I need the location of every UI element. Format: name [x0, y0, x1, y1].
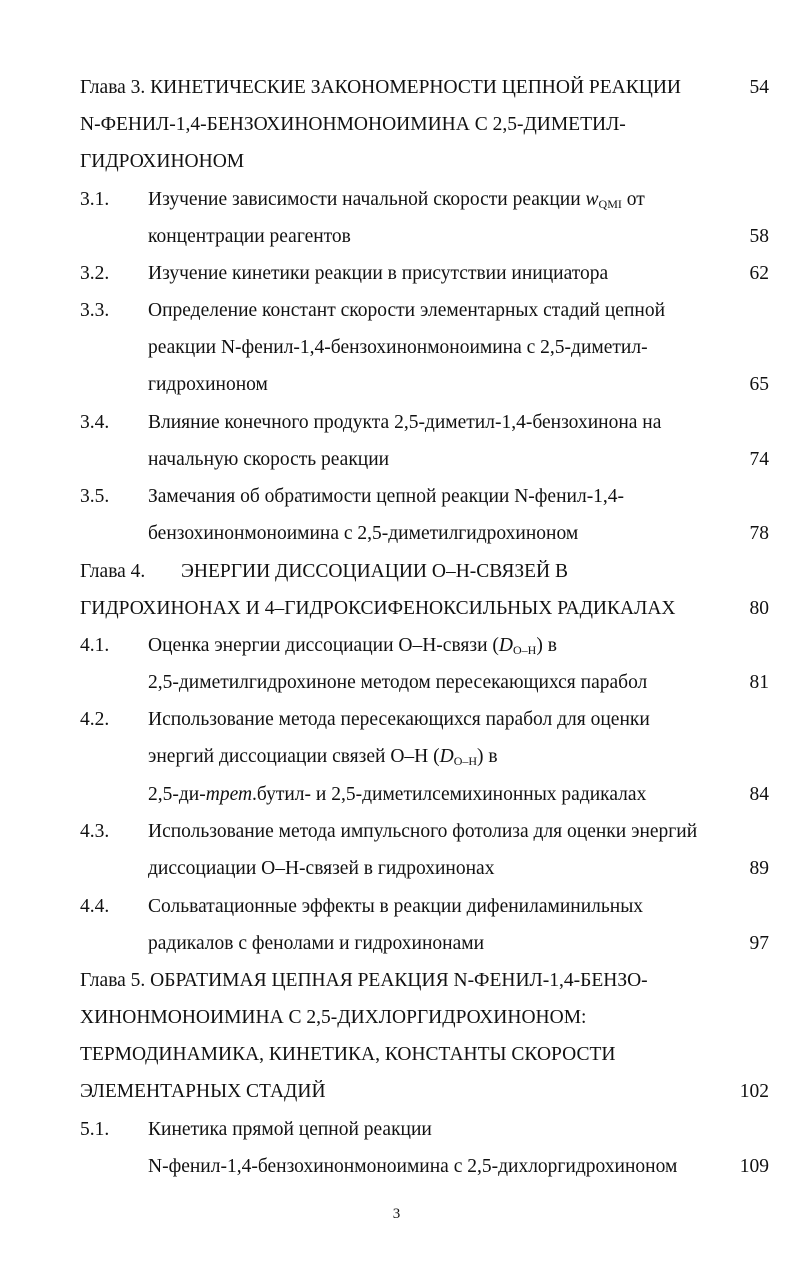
section-number: 3.4.: [80, 412, 110, 433]
section-title-line-1: Изучение зависимости начальной скорости реакции $w_{QMI}$ от: [148, 189, 645, 211]
section-title-line-1: Изучение кинетики реакции в присутствии инициатора: [148, 263, 609, 284]
chapter-4-page: 80: [749, 598, 769, 619]
section-5-1: [0, 1113, 793, 1147]
section-page: 65: [749, 374, 769, 395]
section-title-line-2: N-фенил-1,4-бензохинонмоноимина с 2,5-дихлоргидрохиноном: [148, 1156, 678, 1177]
section-title-line-1: Замечания об обратимости цепной реакции N-фенил-1,4-: [148, 486, 625, 507]
section-title-line-2: бензохинонмоноимина с 2,5-диметилгидрохиноном: [148, 523, 579, 544]
chapter-4-title-line-2: ГИДРОХИНОНАХ И 4–ГИДРОКСИФЕНОКСИЛЬНЫХ РАДИКАЛАХ: [80, 598, 676, 619]
section-title-line-1: Использование метода пересекающихся парабол для оценки: [148, 709, 650, 730]
chapter-4-title-line-1: ЭНЕРГИИ ДИССОЦИАЦИИ О–Н-СВЯЗЕЙ В: [181, 561, 568, 582]
chapter-3-title-line-3: ГИДРОХИНОНОМ: [80, 151, 245, 172]
chapter-4-heading: [0, 555, 793, 589]
chapter-5-title-line-2: ХИНОНМОНОИМИНА С 2,5-ДИХЛОРГИДРОХИНОНОМ:: [80, 1007, 587, 1028]
section-3-4: [0, 406, 793, 440]
section-title-line-2: начальную скорость реакции: [148, 449, 390, 470]
section-page: 62: [749, 263, 769, 284]
section-page: 84: [749, 784, 769, 805]
section-title-line-1: Использование метода импульсного фотолиза для оценки энергий: [148, 821, 698, 842]
section-number: 5.1.: [80, 1119, 110, 1140]
chapter-5-page: 102: [739, 1081, 769, 1102]
section-title-line-1: Оценка энергии диссоциации О–Н-связи $(D_{О-Н})$ в: [148, 635, 557, 657]
section-page: 74: [749, 449, 769, 470]
section-title-line-1: Определение констант скорости элементарных стадий цепной: [148, 300, 666, 321]
section-page: 109: [739, 1156, 769, 1177]
section-number: 3.1.: [80, 189, 110, 210]
section-page: 81: [749, 672, 769, 693]
section-title-line-3: 2,5-ди-трет.бутил- и 2,5-диметилсемихинонных радикалах: [148, 784, 647, 805]
section-4-1: [0, 629, 793, 663]
chapter-3-title-line-1: Глава 3. КИНЕТИЧЕСКИЕ ЗАКОНОМЕРНОСТИ ЦЕПНОЙ РЕАКЦИИ: [80, 77, 681, 98]
section-title-line-2: концентрации реагентов: [148, 226, 351, 247]
section-4-2: [0, 703, 793, 737]
section-number: 4.3.: [80, 821, 110, 842]
section-title-line-2: диссоциации О–Н-связей в гидрохинонах: [148, 858, 495, 879]
chapter-3-page: 54: [749, 77, 769, 98]
section-number: 3.5.: [80, 486, 110, 507]
section-page: 78: [749, 523, 769, 544]
section-number: 4.1.: [80, 635, 110, 656]
section-number: 3.2.: [80, 263, 110, 284]
section-title-line-2: энергий диссоциации связей О–Н $(D_{О-Н})$ в: [148, 746, 498, 768]
chapter-5-heading: [0, 964, 793, 998]
section-3-5: [0, 480, 793, 514]
chapter-5-title-line-3: ТЕРМОДИНАМИКА, КИНЕТИКА, КОНСТАНТЫ СКОРОСТИ: [80, 1044, 616, 1065]
chapter-3-heading: [0, 71, 793, 105]
section-4-4: [0, 890, 793, 924]
section-title-line-1: Сольватационные эффекты в реакции дифениламинильных: [148, 896, 644, 917]
section-4-3: [0, 815, 793, 849]
section-page: 97: [749, 933, 769, 954]
section-title-line-1: Кинетика прямой цепной реакции: [148, 1119, 432, 1140]
section-title-line-2: реакции N-фенил-1,4-бензохинонмоноимина с 2,5-диметил-: [148, 337, 648, 358]
page-number: 3: [392, 1206, 401, 1222]
section-3-3: [0, 294, 793, 328]
section-number: 3.3.: [80, 300, 110, 321]
section-title-line-1: Влияние конечного продукта 2,5-диметил-1,4-бензохинона на: [148, 412, 662, 433]
section-page: 89: [749, 858, 769, 879]
section-3-1: [0, 183, 793, 217]
chapter-3-title-line-2: N-ФЕНИЛ-1,4-БЕНЗОХИНОНМОНОИМИНА С 2,5-ДИМЕТИЛ-: [80, 114, 626, 135]
chapter-5-title-line-4: ЭЛЕМЕНТАРНЫХ СТАДИЙ: [80, 1081, 326, 1102]
section-title-line-2: 2,5-диметилгидрохиноне методом пересекающихся парабол: [148, 672, 648, 693]
chapter-4-label: Глава 4.: [80, 561, 146, 582]
section-title-line-3: гидрохиноном: [148, 374, 268, 395]
section-title-line-2: радикалов с фенолами и гидрохинонами: [148, 933, 485, 954]
section-3-2: [0, 257, 793, 291]
section-page: 58: [749, 226, 769, 247]
section-number: 4.4.: [80, 896, 110, 917]
section-number: 4.2.: [80, 709, 110, 730]
chapter-5-title-line-1: Глава 5. ОБРАТИМАЯ ЦЕПНАЯ РЕАКЦИЯ N-ФЕНИЛ-1,4-БЕНЗО-: [80, 970, 648, 991]
